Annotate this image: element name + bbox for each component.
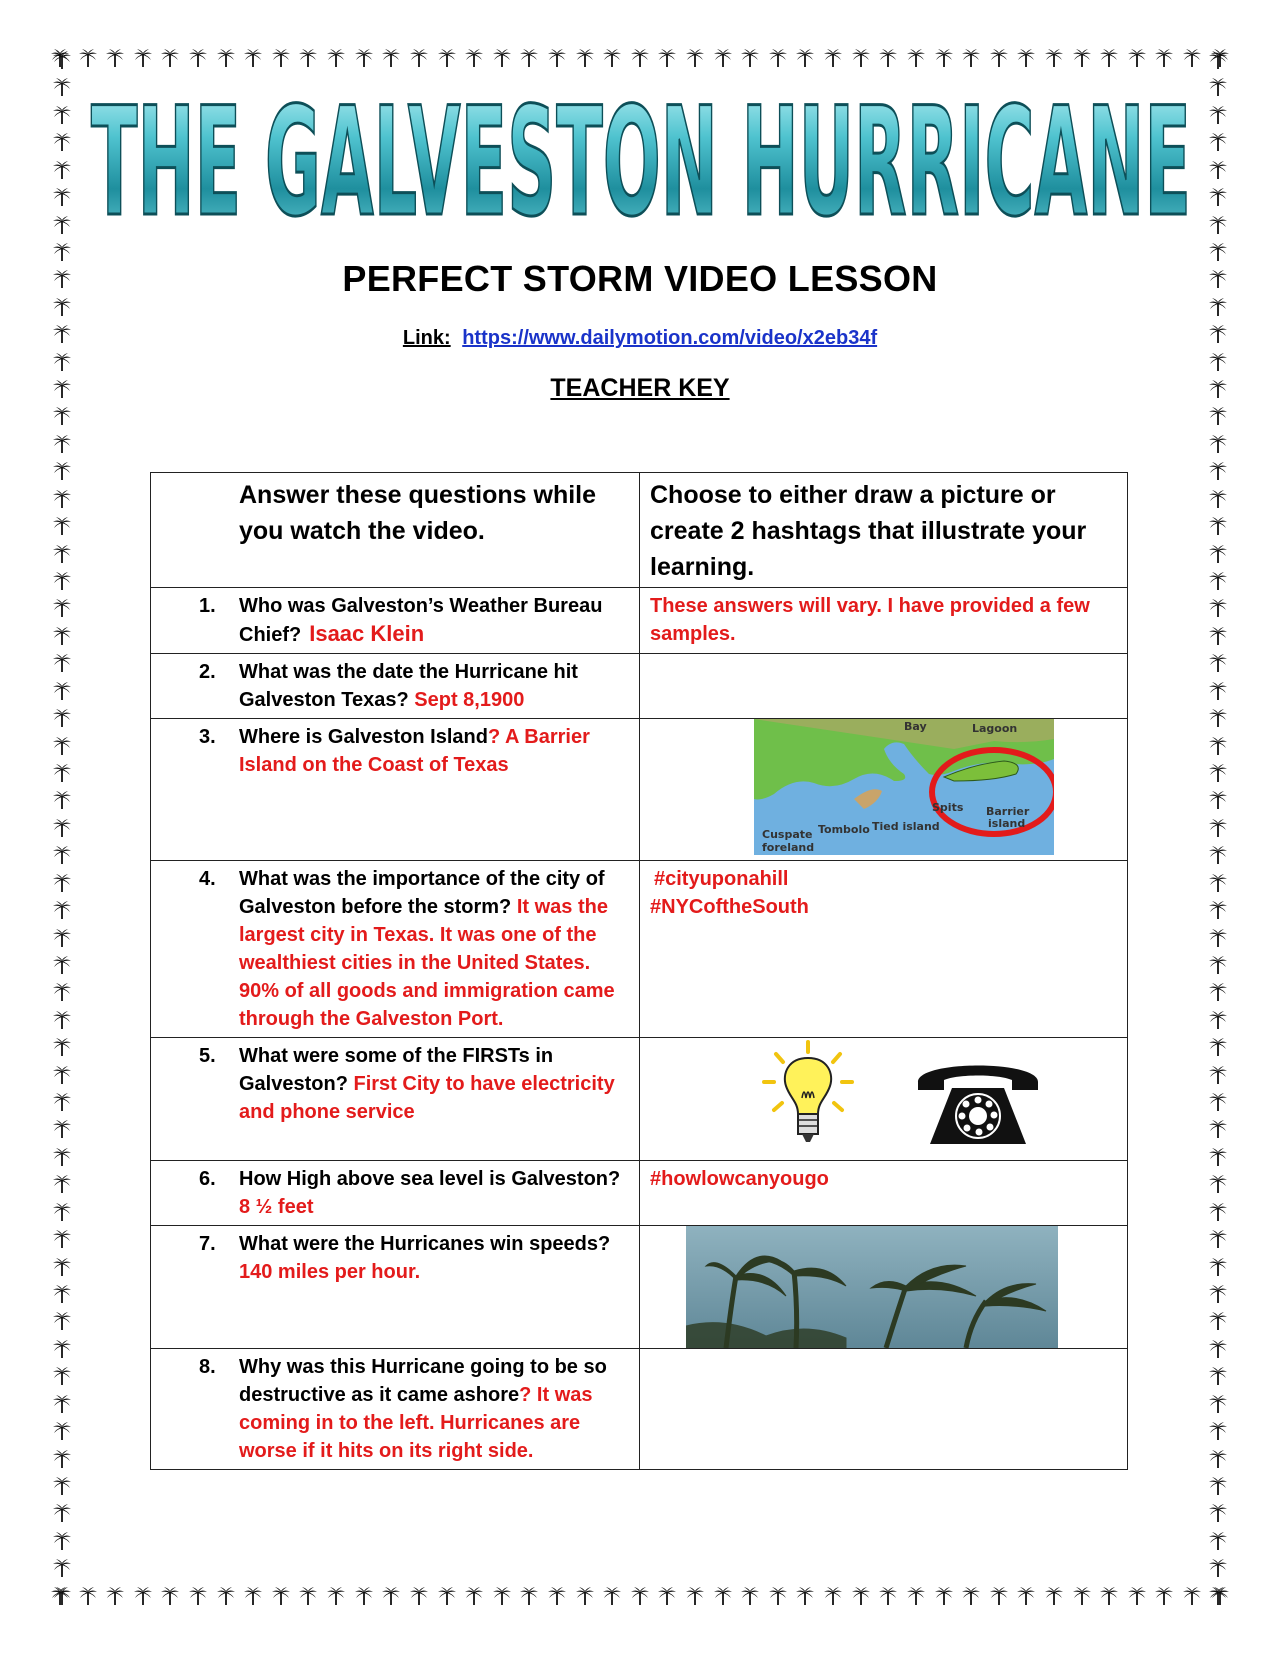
table-header-row: [151, 473, 1128, 588]
header-right: Choose to either draw a picture or create 2 hashtags that illustrate your learning.: [640, 473, 1128, 588]
table-row: [151, 1161, 1128, 1226]
table-row: [151, 654, 1128, 719]
hashtag: #howlowcanyougo: [650, 1168, 829, 1190]
question-number: 1.: [199, 595, 216, 617]
palm-tree-icon: [52, 1202, 72, 1222]
palm-tree-icon: [52, 571, 72, 591]
palm-tree-icon: [52, 352, 72, 372]
palm-tree-icon: [630, 48, 650, 68]
palm-tree-icon: [851, 48, 871, 68]
answer-text: It was the largest city in Texas. It was one of the wealthiest cities in the United States. 90% of all goods and immigration came through the Galveston Port.: [239, 896, 615, 1030]
palm-tree-icon: [1208, 1366, 1228, 1386]
palm-tree-icon: [1208, 1339, 1228, 1359]
question-text: How High above sea level is Galveston?: [239, 1168, 621, 1190]
palm-tree-icon: [52, 1531, 72, 1551]
title-banner: [82, 86, 1200, 238]
palm-tree-icon: [133, 48, 153, 68]
palm-tree-icon: [1208, 873, 1228, 893]
palm-tree-icon: [160, 1586, 180, 1606]
palm-tree-icon: [354, 48, 374, 68]
response-cell: [640, 861, 1128, 1038]
palm-tree-icon: [602, 1586, 622, 1606]
hashtag: #cityuponahill: [654, 868, 789, 890]
link-line: [0, 327, 1280, 350]
question-number: 7.: [199, 1233, 216, 1255]
answer-text: Sept 8,1900: [414, 689, 525, 711]
palm-tree-icon: [878, 1586, 898, 1606]
palm-tree-icon: [1208, 1586, 1228, 1606]
palm-tree-icon: [1208, 900, 1228, 920]
palm-tree-icon: [1208, 1092, 1228, 1112]
diagram-label-cuspate: Cuspate: [762, 828, 813, 841]
palm-tree-icon: [52, 461, 72, 481]
palm-tree-icon: [519, 48, 539, 68]
palm-tree-icon: [1208, 50, 1228, 70]
answer-text: ? It was coming in to the left. Hurricanes are worse if it hits on its right side.: [239, 1384, 593, 1462]
palm-tree-icon: [1127, 1586, 1147, 1606]
question-cell: [151, 1161, 640, 1226]
palm-tree-icon: [52, 489, 72, 509]
palm-tree-icon: [216, 48, 236, 68]
table-row: [151, 588, 1128, 654]
palm-tree-icon: [52, 516, 72, 536]
palm-tree-icon: [934, 48, 954, 68]
question-cell: [151, 861, 640, 1038]
answer-text: 140 miles per hour.: [239, 1261, 421, 1283]
palm-tree-icon: [326, 48, 346, 68]
palm-tree-icon: [1208, 132, 1228, 152]
question-number: 2.: [199, 661, 216, 683]
palm-tree-icon: [1208, 955, 1228, 975]
palm-tree-icon: [1208, 1449, 1228, 1469]
palm-tree-icon: [768, 1586, 788, 1606]
palm-tree-icon: [547, 48, 567, 68]
palm-tree-icon: [52, 187, 72, 207]
table-row: [151, 1226, 1128, 1349]
palm-tree-icon: [52, 77, 72, 97]
palm-tree-icon: [1208, 1119, 1228, 1139]
question-text: What was the date the Hurricane hit Galveston Texas?: [239, 661, 578, 711]
palm-tree-icon: [795, 1586, 815, 1606]
question-table: [150, 472, 1128, 1470]
palm-tree-icon: [52, 1229, 72, 1249]
palm-tree-icon: [685, 48, 705, 68]
palm-tree-icon: [381, 1586, 401, 1606]
question-number: 5.: [199, 1045, 216, 1067]
palm-tree-icon: [823, 48, 843, 68]
palm-tree-icon: [989, 48, 1009, 68]
link-label: Link:: [402, 327, 451, 349]
palm-tree-icon: [685, 1586, 705, 1606]
palm-tree-icon: [52, 1147, 72, 1167]
palm-tree-icon: [1208, 1147, 1228, 1167]
palm-tree-icon: [298, 48, 318, 68]
palm-tree-icon: [52, 598, 72, 618]
palm-tree-icon: [1099, 48, 1119, 68]
palm-tree-icon: [740, 1586, 760, 1606]
palm-tree-icon: [1208, 1174, 1228, 1194]
palm-tree-icon: [851, 1586, 871, 1606]
header-left: Answer these questions while you watch the video.: [151, 473, 640, 588]
palm-tree-icon: [1208, 1284, 1228, 1304]
palm-tree-icon: [878, 48, 898, 68]
palm-tree-icon: [1208, 489, 1228, 509]
palm-tree-icon: [1208, 1065, 1228, 1085]
palm-tree-icon: [52, 736, 72, 756]
palm-tree-icon: [1208, 187, 1228, 207]
palm-tree-icon: [52, 105, 72, 125]
barrier-island-diagram: [754, 719, 1054, 855]
response-cell: [640, 1161, 1128, 1226]
palm-tree-icon: [1208, 1311, 1228, 1331]
light-bulb-icon: [758, 1038, 858, 1156]
palm-tree-icon: [740, 48, 760, 68]
palm-tree-icon: [1208, 818, 1228, 838]
palm-tree-icon: [409, 1586, 429, 1606]
palm-tree-icon: [52, 818, 72, 838]
palm-tree-icon: [52, 1010, 72, 1030]
palm-tree-icon: [52, 681, 72, 701]
palm-tree-icon: [52, 434, 72, 454]
question-text: What were some of the FIRSTs in Galveston?: [239, 1045, 554, 1095]
palm-tree-icon: [52, 982, 72, 1002]
palm-tree-icon: [326, 1586, 346, 1606]
question-text: Who was Galveston’s Weather Bureau Chief?: [239, 595, 603, 646]
palm-tree-icon: [1208, 681, 1228, 701]
title-text: THE GALVESTON HURRICANE: [91, 86, 1191, 238]
palm-tree-icon: [1208, 406, 1228, 426]
palm-tree-icon: [1182, 1586, 1202, 1606]
palm-tree-icon: [52, 708, 72, 728]
diagram-label-lagoon: Lagoon: [972, 722, 1018, 735]
palm-tree-icon: [78, 1586, 98, 1606]
palm-tree-icon: [160, 48, 180, 68]
palm-tree-icon: [52, 1257, 72, 1277]
palm-tree-icon: [1208, 1257, 1228, 1277]
subtitle: PERFECT STORM VIDEO LESSON: [342, 258, 938, 299]
question-number: 6.: [199, 1168, 216, 1190]
palm-tree-icon: [437, 48, 457, 68]
palm-tree-icon: [52, 928, 72, 948]
palm-tree-icon: [52, 1558, 72, 1578]
palm-tree-icon: [133, 1586, 153, 1606]
question-number: 8.: [199, 1356, 216, 1378]
question-number: 4.: [199, 868, 216, 890]
palm-tree-icon: [1154, 1586, 1174, 1606]
question-text: Where is Galveston Island: [239, 726, 488, 748]
palm-tree-icon: [52, 160, 72, 180]
palm-tree-icon: [52, 1449, 72, 1469]
palm-tree-icon: [52, 50, 72, 70]
palm-tree-icon: [409, 48, 429, 68]
palm-tree-icon: [105, 48, 125, 68]
palm-tree-icon: [1208, 1229, 1228, 1249]
palm-tree-icon: [1208, 1421, 1228, 1441]
palm-tree-icon: [52, 845, 72, 865]
palm-tree-icon: [52, 653, 72, 673]
palm-tree-icon: [1208, 1037, 1228, 1057]
palm-tree-icon: [657, 48, 677, 68]
palm-tree-icon: [961, 48, 981, 68]
palm-tree-icon: [1208, 105, 1228, 125]
palm-tree-icon: [1044, 1586, 1064, 1606]
palm-tree-icon: [1208, 1476, 1228, 1496]
question-text: What was the importance of the city of Galveston before the storm?: [239, 868, 605, 918]
palm-tree-icon: [1208, 1202, 1228, 1222]
teacher-key-heading: TEACHER KEY: [550, 374, 730, 402]
question-cell: [151, 588, 640, 654]
diagram-label-tied-island: Tied island: [872, 820, 940, 833]
palm-tree-icon: [1208, 434, 1228, 454]
palm-tree-icon: [768, 48, 788, 68]
question-text: What were the Hurricanes win speeds?: [239, 1233, 611, 1255]
palm-tree-icon: [1208, 1558, 1228, 1578]
palm-tree-icon: [1208, 598, 1228, 618]
palm-tree-icon: [52, 1503, 72, 1523]
table-row: [151, 861, 1128, 1038]
palm-tree-icon: [52, 626, 72, 646]
question-cell: [151, 719, 640, 861]
palm-tree-icon: [243, 48, 263, 68]
response-cell: [640, 588, 1128, 654]
response-cell: [640, 1226, 1128, 1349]
palm-tree-icon: [464, 48, 484, 68]
palm-tree-icon: [354, 1586, 374, 1606]
palm-tree-icon: [1208, 982, 1228, 1002]
palm-tree-icon: [52, 900, 72, 920]
palm-tree-icon: [1016, 1586, 1036, 1606]
palm-tree-icon: [1208, 1531, 1228, 1551]
palm-tree-icon: [52, 1339, 72, 1359]
response-cell: [640, 719, 1128, 861]
question-cell: [151, 1349, 640, 1470]
palm-tree-icon: [906, 1586, 926, 1606]
palm-tree-icon: [52, 1476, 72, 1496]
palm-tree-icon: [52, 1174, 72, 1194]
palm-tree-icon: [1208, 352, 1228, 372]
question-cell: [151, 1226, 640, 1349]
palm-tree-icon: [52, 132, 72, 152]
palm-tree-icon: [1072, 48, 1092, 68]
palm-tree-icon: [1208, 790, 1228, 810]
diagram-label-tombolo: Tombolo: [818, 823, 870, 836]
palm-tree-icon: [1182, 48, 1202, 68]
palm-tree-icon: [271, 1586, 291, 1606]
diagram-label-island: island: [988, 817, 1026, 830]
palm-border-bottom: [50, 1586, 1230, 1606]
response-cell: [640, 1038, 1128, 1161]
palm-tree-icon: [188, 48, 208, 68]
response-cell: [640, 1349, 1128, 1470]
palm-tree-icon: [1208, 1503, 1228, 1523]
palm-tree-icon: [1208, 653, 1228, 673]
palm-tree-icon: [52, 1394, 72, 1414]
palm-tree-icon: [1016, 48, 1036, 68]
palm-tree-icon: [1072, 1586, 1092, 1606]
answer-text: ? A Barrier Island on the Coast of Texas: [239, 726, 590, 776]
windblown-palms-photo: [686, 1226, 1058, 1348]
palm-tree-icon: [1208, 736, 1228, 756]
telephone-icon: [908, 1052, 1048, 1152]
palm-tree-icon: [1208, 1010, 1228, 1030]
hashtag: #NYCoftheSouth: [650, 896, 809, 918]
palm-tree-icon: [989, 1586, 1009, 1606]
palm-tree-icon: [1208, 160, 1228, 180]
palm-tree-icon: [1099, 1586, 1119, 1606]
palm-tree-icon: [52, 1284, 72, 1304]
question-cell: [151, 654, 640, 719]
palm-tree-icon: [575, 48, 595, 68]
palm-tree-icon: [52, 544, 72, 564]
palm-tree-icon: [1208, 77, 1228, 97]
palm-tree-icon: [575, 1586, 595, 1606]
palm-tree-icon: [906, 48, 926, 68]
palm-tree-icon: [547, 1586, 567, 1606]
palm-tree-icon: [52, 790, 72, 810]
palm-tree-icon: [795, 48, 815, 68]
palm-tree-icon: [52, 1092, 72, 1112]
diagram-label-spits: Spits: [932, 801, 964, 814]
palm-tree-icon: [1208, 708, 1228, 728]
table-row: [151, 719, 1128, 861]
palm-tree-icon: [1208, 1394, 1228, 1414]
palm-tree-icon: [934, 1586, 954, 1606]
table-row: [151, 1349, 1128, 1470]
video-link[interactable]: https://www.dailymotion.com/video/x2eb34f: [462, 327, 878, 349]
palm-tree-icon: [52, 873, 72, 893]
palm-tree-icon: [52, 763, 72, 783]
palm-tree-icon: [52, 1421, 72, 1441]
palm-tree-icon: [492, 48, 512, 68]
palm-tree-icon: [1208, 516, 1228, 536]
palm-tree-icon: [188, 1586, 208, 1606]
palm-tree-icon: [464, 1586, 484, 1606]
palm-tree-icon: [492, 1586, 512, 1606]
palm-tree-icon: [1154, 48, 1174, 68]
question-text: Why was this Hurricane going to be so destructive as it came ashore: [239, 1356, 607, 1406]
palm-tree-icon: [52, 215, 72, 235]
palm-tree-icon: [1127, 48, 1147, 68]
answer-text: 8 ½ feet: [239, 1196, 314, 1218]
table-row: [151, 1038, 1128, 1161]
palm-tree-icon: [78, 48, 98, 68]
palm-tree-icon: [1208, 544, 1228, 564]
palm-tree-icon: [602, 48, 622, 68]
palm-tree-icon: [216, 1586, 236, 1606]
palm-tree-icon: [823, 1586, 843, 1606]
palm-tree-icon: [630, 1586, 650, 1606]
palm-tree-icon: [298, 1586, 318, 1606]
answer-text: First City to have electricity and phone service: [239, 1073, 615, 1123]
palm-tree-icon: [52, 955, 72, 975]
palm-tree-icon: [105, 1586, 125, 1606]
question-cell: [151, 1038, 640, 1161]
answer-text: Isaac Klein: [309, 621, 425, 646]
palm-tree-icon: [381, 48, 401, 68]
palm-tree-icon: [52, 1037, 72, 1057]
response-cell: [640, 654, 1128, 719]
diagram-label-bay: Bay: [904, 720, 927, 733]
response-note: These answers will vary. I have provided a few samples.: [650, 595, 1090, 645]
palm-tree-icon: [961, 1586, 981, 1606]
palm-tree-icon: [52, 406, 72, 426]
palm-tree-icon: [1208, 571, 1228, 591]
palm-tree-icon: [52, 1311, 72, 1331]
palm-tree-icon: [1208, 845, 1228, 865]
question-number: 3.: [199, 726, 216, 748]
palm-tree-icon: [52, 1065, 72, 1085]
palm-tree-icon: [713, 1586, 733, 1606]
palm-tree-icon: [271, 48, 291, 68]
palm-tree-icon: [713, 48, 733, 68]
palm-tree-icon: [52, 1366, 72, 1386]
palm-tree-icon: [1208, 763, 1228, 783]
palm-tree-icon: [519, 1586, 539, 1606]
palm-tree-icon: [52, 1586, 72, 1606]
palm-tree-icon: [243, 1586, 263, 1606]
palm-tree-icon: [1208, 215, 1228, 235]
palm-tree-icon: [657, 1586, 677, 1606]
diagram-label-foreland: foreland: [762, 841, 815, 854]
palm-tree-icon: [1208, 461, 1228, 481]
palm-tree-icon: [437, 1586, 457, 1606]
palm-tree-icon: [1208, 626, 1228, 646]
diagram-label-barrier: Barrier: [986, 805, 1030, 818]
palm-tree-icon: [1208, 928, 1228, 948]
palm-tree-icon: [52, 1119, 72, 1139]
palm-border-top: [50, 48, 1230, 68]
palm-tree-icon: [1044, 48, 1064, 68]
